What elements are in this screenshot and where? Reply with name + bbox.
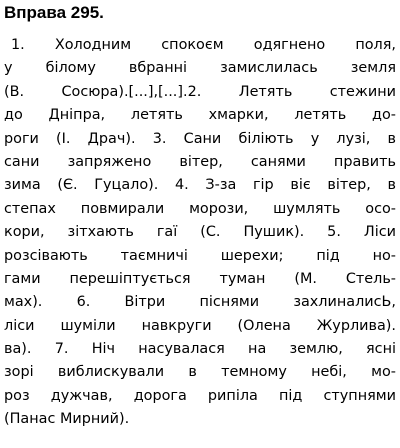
text-line: роги (І. Драч). 3. Сани біліють у лузі, в: [4, 130, 396, 147]
text-line: гами перешіптується туман (М. Стель-: [4, 270, 396, 287]
text-line: зима (Є. Гуцало). 4. З-за гір віє вітер, в: [4, 177, 396, 194]
text-line: (Панас Мирний).: [4, 411, 130, 428]
text-line: до Дніпра, летять хмарки, летять до-: [4, 107, 396, 124]
text-line: зорі виблискували в темному небі, мо-: [4, 364, 396, 381]
text-line: (В. Сосюра).[...],[...].2. Летять стежини: [4, 83, 396, 100]
text-line: мах). 6. Вітри піснями захлиналисЬ,: [4, 294, 396, 311]
exercise-text: [4, 34, 396, 432]
text-line: у білому вбранні замислилась земля: [4, 60, 396, 77]
text-line: розсівають таємничі шерехи; під но-: [4, 247, 396, 264]
text-line: степах повмирали морози, шумлять осо-: [4, 200, 396, 217]
text-line: ва). 7. Ніч насувалася на землю, ясні: [4, 341, 396, 358]
text-line: сани запряжено вітер, санями править: [4, 153, 396, 170]
exercise-title: Вправа 295.: [4, 3, 104, 22]
text-line: кори, зітхають гаї (С. Пушик). 5. Ліси: [4, 224, 396, 241]
text-line: роз дужчав, дорога рипіла під ступнями: [4, 387, 396, 404]
text-line: ліси шуміли навкруги (Олена Журлива).: [4, 317, 396, 334]
text-line: 1. Холодним спокоєм одягнено поля,: [11, 37, 396, 53]
